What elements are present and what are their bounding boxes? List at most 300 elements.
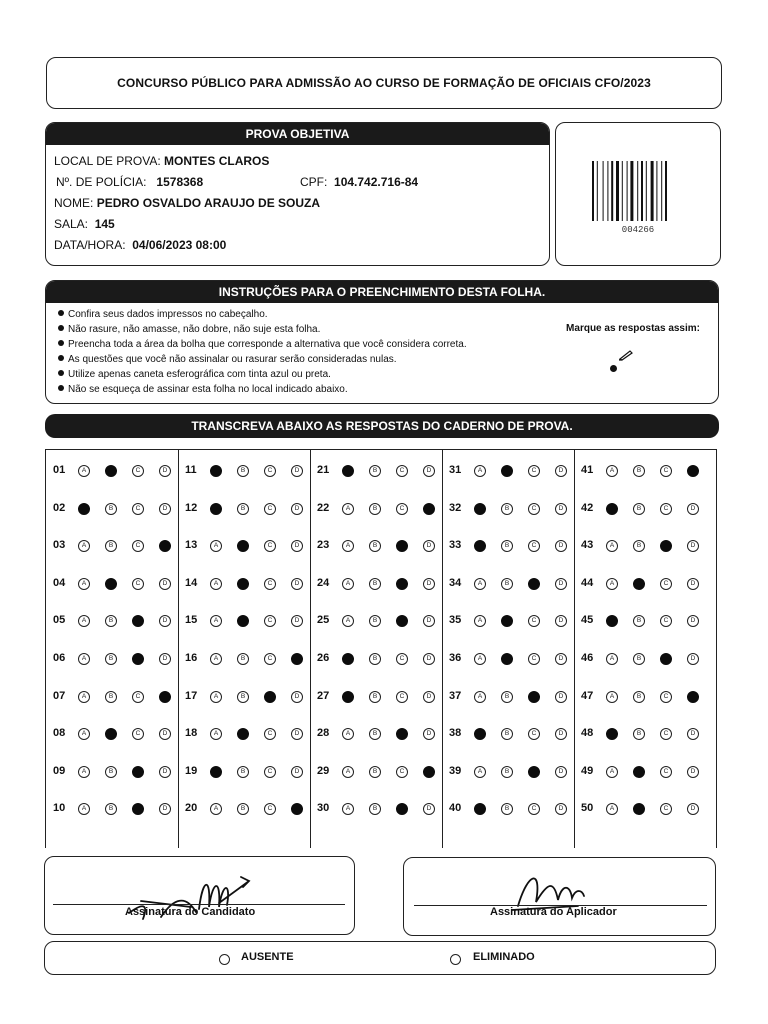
- answer-bubble-17-d[interactable]: D: [291, 691, 303, 703]
- answer-bubble-29-d[interactable]: [423, 766, 435, 778]
- answer-bubble-50-a[interactable]: A: [606, 803, 618, 815]
- answer-bubble-32-c[interactable]: C: [528, 503, 540, 515]
- question-number: 06: [53, 652, 66, 664]
- answer-bubble-13-d[interactable]: D: [291, 540, 303, 552]
- answer-bubble-34-c[interactable]: [528, 578, 540, 590]
- question-number: 28: [317, 727, 330, 740]
- question-number: 42: [581, 501, 594, 514]
- answer-bubble-06-c[interactable]: [132, 653, 144, 665]
- answer-bubble-34-a[interactable]: A: [474, 578, 486, 590]
- question-number: 14: [185, 576, 198, 589]
- bullet-icon: [58, 340, 64, 346]
- answer-bubble-42-b[interactable]: B: [633, 503, 645, 515]
- question-number: 26: [317, 652, 330, 664]
- question-number: 29: [317, 764, 330, 777]
- answer-bubble-28-d[interactable]: D: [423, 728, 435, 740]
- answer-bubble-25-c[interactable]: [396, 615, 408, 627]
- answer-bubble-36-c[interactable]: C: [528, 653, 540, 665]
- answer-bubble-27-b[interactable]: B: [369, 691, 381, 703]
- answer-bubble-24-a[interactable]: A: [342, 578, 354, 590]
- answer-bubble-29-a[interactable]: A: [342, 766, 354, 778]
- answer-bubble-46-d[interactable]: D: [687, 653, 699, 665]
- answer-bubble-47-c[interactable]: C: [660, 691, 672, 703]
- barcode-bar: [603, 161, 604, 221]
- question-number: 32: [449, 501, 462, 514]
- question-number: 39: [449, 764, 462, 777]
- nome-value: PEDRO OSVALDO ARAUJO DE SOUZA: [96, 196, 321, 210]
- answer-bubble-21-d[interactable]: D: [423, 465, 435, 477]
- answer-bubble-03-b[interactable]: B: [105, 540, 117, 552]
- answer-bubble-12-b[interactable]: B: [237, 503, 249, 515]
- answer-bubble-05-d[interactable]: D: [159, 615, 171, 627]
- answer-bubble-48-d[interactable]: D: [687, 728, 699, 740]
- answer-bubble-02-d[interactable]: D: [159, 503, 171, 515]
- answer-bubble-38-a[interactable]: [474, 728, 486, 740]
- answer-bubble-37-a[interactable]: A: [474, 691, 486, 703]
- answer-bubble-30-d[interactable]: D: [423, 803, 435, 815]
- data-value: 04/06/2023 08:00: [132, 238, 227, 252]
- answer-bubble-44-c[interactable]: C: [660, 578, 672, 590]
- instruction-item: As questões que você não assinalar ou rasurar serão consideradas nulas.: [58, 354, 397, 365]
- answer-bubble-45-c[interactable]: C: [660, 615, 672, 627]
- answer-bubble-03-a[interactable]: A: [78, 540, 90, 552]
- answer-bubble-35-b[interactable]: [501, 615, 513, 627]
- barcode-bar: [637, 161, 638, 221]
- answer-bubble-31-a[interactable]: A: [474, 465, 486, 477]
- answer-bubble-07-d[interactable]: [159, 691, 171, 703]
- answer-bubble-24-d[interactable]: D: [423, 578, 435, 590]
- answer-bubble-01-c[interactable]: C: [132, 465, 144, 477]
- answer-bubble-29-b[interactable]: B: [369, 766, 381, 778]
- question-number: 20: [185, 802, 198, 815]
- answer-bubble-04-c[interactable]: C: [132, 578, 144, 590]
- answer-bubble-39-c[interactable]: [528, 766, 540, 778]
- barcode-bar: [611, 161, 613, 221]
- barcode-bar: [630, 161, 633, 221]
- barcode-bar: [607, 161, 608, 221]
- answer-bubble-17-c[interactable]: [264, 691, 276, 703]
- answer-bubble-16-c[interactable]: C: [264, 653, 276, 665]
- answer-bubble-26-b[interactable]: B: [369, 653, 381, 665]
- answer-bubble-36-d[interactable]: D: [555, 653, 567, 665]
- instruction-item: Não se esqueça de assinar esta folha no local indicado abaixo.: [58, 384, 348, 395]
- question-number: 31: [449, 464, 462, 476]
- column-divider: [574, 450, 575, 848]
- sala-value: 145: [94, 217, 115, 231]
- answer-bubble-44-a[interactable]: A: [606, 578, 618, 590]
- answer-bubble-33-d[interactable]: D: [555, 540, 567, 552]
- answer-bubble-37-b[interactable]: B: [501, 691, 513, 703]
- answer-bubble-41-d[interactable]: [687, 465, 699, 477]
- answer-bubble-28-b[interactable]: B: [369, 728, 381, 740]
- eliminated-radio[interactable]: [450, 954, 461, 965]
- eliminated-label: ELIMINADO: [473, 951, 535, 963]
- answer-bubble-45-a[interactable]: [606, 615, 618, 627]
- answer-bubble-05-a[interactable]: A: [78, 615, 90, 627]
- answer-bubble-01-b[interactable]: [105, 465, 117, 477]
- question-number: 05: [53, 614, 66, 627]
- answer-bubble-02-b[interactable]: B: [105, 503, 117, 515]
- policia-value: 1578368: [156, 175, 204, 189]
- answer-bubble-13-c[interactable]: C: [264, 540, 276, 552]
- barcode-bar: [646, 161, 647, 221]
- question-number: 07: [53, 689, 66, 702]
- answer-bubble-49-c[interactable]: C: [660, 766, 672, 778]
- answer-bubble-46-a[interactable]: A: [606, 653, 618, 665]
- answer-bubble-06-b[interactable]: B: [105, 653, 117, 665]
- answer-bubble-35-a[interactable]: A: [474, 615, 486, 627]
- barcode-bar: [622, 161, 623, 221]
- answer-bubble-35-c[interactable]: C: [528, 615, 540, 627]
- answer-bubble-11-c[interactable]: C: [264, 465, 276, 477]
- answer-bubble-38-b[interactable]: B: [501, 728, 513, 740]
- answer-bubble-38-d[interactable]: D: [555, 728, 567, 740]
- question-number: 11: [185, 464, 197, 476]
- exam-title: CONCURSO PÚBLICO PARA ADMISSÃO AO CURSO DE FORMAÇÃO DE OFICIAIS CFO/2023: [117, 76, 651, 90]
- answer-bubble-46-c[interactable]: [660, 653, 672, 665]
- answer-bubble-15-a[interactable]: A: [210, 615, 222, 627]
- candidate-signature-line: [53, 904, 345, 905]
- example-filled-bubble: [610, 365, 617, 372]
- question-number: 44: [581, 576, 594, 589]
- answer-bubble-50-d[interactable]: D: [687, 803, 699, 815]
- barcode-bar: [661, 161, 662, 221]
- question-number: 38: [449, 727, 462, 740]
- answer-bubble-27-d[interactable]: D: [423, 691, 435, 703]
- answer-bubble-19-a[interactable]: [210, 766, 222, 778]
- answer-bubble-09-d[interactable]: D: [159, 766, 171, 778]
- answer-bubble-36-a[interactable]: A: [474, 653, 486, 665]
- data-row: [54, 238, 226, 252]
- answer-bubble-47-a[interactable]: A: [606, 691, 618, 703]
- local-value: MONTES CLAROS: [164, 154, 270, 168]
- question-number: 35: [449, 614, 462, 627]
- answer-bubble-14-c[interactable]: C: [264, 578, 276, 590]
- instruction-item: Não rasure, não amasse, não dobre, não suje esta folha.: [58, 324, 320, 335]
- answer-bubble-11-b[interactable]: B: [237, 465, 249, 477]
- answer-bubble-39-d[interactable]: D: [555, 766, 567, 778]
- answer-bubble-36-b[interactable]: [501, 653, 513, 665]
- answer-bubble-43-b[interactable]: B: [633, 540, 645, 552]
- answer-bubble-10-a[interactable]: A: [78, 803, 90, 815]
- answer-bubble-09-c[interactable]: [132, 766, 144, 778]
- answer-bubble-44-d[interactable]: D: [687, 578, 699, 590]
- answer-bubble-28-c[interactable]: [396, 728, 408, 740]
- answer-bubble-25-b[interactable]: B: [369, 615, 381, 627]
- answer-bubble-08-d[interactable]: D: [159, 728, 171, 740]
- answer-bubble-47-d[interactable]: [687, 691, 699, 703]
- bullet-icon: [58, 370, 64, 376]
- question-number: 43: [581, 539, 594, 552]
- info-bar-title: PROVA OBJETIVA: [46, 123, 549, 145]
- answer-bubble-40-d[interactable]: D: [555, 803, 567, 815]
- bullet-icon: [58, 310, 64, 316]
- absent-radio[interactable]: [219, 954, 230, 965]
- answer-bubble-42-d[interactable]: D: [687, 503, 699, 515]
- answer-bubble-38-c[interactable]: C: [528, 728, 540, 740]
- answer-bubble-22-a[interactable]: A: [342, 503, 354, 515]
- answer-bubble-26-a[interactable]: [342, 653, 354, 665]
- answer-bubble-05-b[interactable]: B: [105, 615, 117, 627]
- barcode-bar: [616, 161, 619, 221]
- question-number: 50: [581, 802, 594, 815]
- answer-bubble-42-a[interactable]: [606, 503, 618, 515]
- answer-bubble-30-b[interactable]: B: [369, 803, 381, 815]
- answer-bubble-12-c[interactable]: C: [264, 503, 276, 515]
- answer-bubble-26-c[interactable]: C: [396, 653, 408, 665]
- answer-bubble-13-b[interactable]: [237, 540, 249, 552]
- answer-bubble-25-a[interactable]: A: [342, 615, 354, 627]
- barcode-bar: [597, 161, 598, 221]
- answer-bubble-16-b[interactable]: B: [237, 653, 249, 665]
- answer-bubble-03-d[interactable]: [159, 540, 171, 552]
- data-label: DATA/HORA:: [54, 238, 126, 252]
- question-number: 01: [53, 464, 66, 476]
- instructions-box: [45, 280, 719, 404]
- answer-bubble-22-d[interactable]: [423, 503, 435, 515]
- answer-bubble-07-a[interactable]: A: [78, 691, 90, 703]
- policia-label: Nº. DE POLÍCIA:: [56, 175, 147, 189]
- answer-bubble-05-c[interactable]: [132, 615, 144, 627]
- answer-bubble-01-d[interactable]: D: [159, 465, 171, 477]
- answer-bubble-20-d[interactable]: [291, 803, 303, 815]
- answer-bubble-21-c[interactable]: C: [396, 465, 408, 477]
- answer-bubble-02-c[interactable]: C: [132, 503, 144, 515]
- question-number: 23: [317, 539, 330, 552]
- answer-bubble-15-b[interactable]: [237, 615, 249, 627]
- answer-bubble-11-a[interactable]: [210, 465, 222, 477]
- answer-bubble-27-c[interactable]: C: [396, 691, 408, 703]
- answer-bubble-21-b[interactable]: B: [369, 465, 381, 477]
- header-box: [46, 57, 722, 109]
- answer-bubble-41-c[interactable]: C: [660, 465, 672, 477]
- question-number: 16: [185, 652, 198, 664]
- answer-bubble-25-d[interactable]: D: [423, 615, 435, 627]
- answer-bubble-30-a[interactable]: A: [342, 803, 354, 815]
- answer-bubble-28-a[interactable]: A: [342, 728, 354, 740]
- answer-bubble-24-b[interactable]: B: [369, 578, 381, 590]
- answer-bubble-14-a[interactable]: A: [210, 578, 222, 590]
- question-number: 21: [317, 464, 330, 476]
- answer-bubble-33-a[interactable]: [474, 540, 486, 552]
- answer-bubble-41-a[interactable]: A: [606, 465, 618, 477]
- answer-bubble-40-c[interactable]: C: [528, 803, 540, 815]
- answer-bubble-22-c[interactable]: C: [396, 503, 408, 515]
- answer-bubble-46-b[interactable]: B: [633, 653, 645, 665]
- answer-bubble-04-a[interactable]: A: [78, 578, 90, 590]
- answer-bubble-21-a[interactable]: [342, 465, 354, 477]
- question-number: 41: [581, 464, 594, 476]
- answer-bubble-15-d[interactable]: D: [291, 615, 303, 627]
- answer-bubble-30-c[interactable]: [396, 803, 408, 815]
- cpf-value: 104.742.716-84: [334, 175, 419, 189]
- question-number: 24: [317, 576, 330, 589]
- answer-bubble-09-a[interactable]: A: [78, 766, 90, 778]
- question-number: 46: [581, 652, 594, 664]
- bullet-icon: [58, 385, 64, 391]
- question-number: 12: [185, 501, 198, 514]
- question-number: 17: [185, 689, 198, 702]
- answer-bubble-18-d[interactable]: D: [291, 728, 303, 740]
- pen-icon: [618, 349, 634, 361]
- answer-bubble-43-d[interactable]: D: [687, 540, 699, 552]
- question-number: 08: [53, 727, 66, 740]
- answer-bubble-43-c[interactable]: [660, 540, 672, 552]
- answer-bubble-10-b[interactable]: B: [105, 803, 117, 815]
- column-divider: [178, 450, 179, 848]
- answer-bubble-34-d[interactable]: D: [555, 578, 567, 590]
- answer-bubble-19-b[interactable]: B: [237, 766, 249, 778]
- answer-bubble-27-a[interactable]: [342, 691, 354, 703]
- barcode-bar: [641, 161, 643, 221]
- answer-bubble-34-b[interactable]: B: [501, 578, 513, 590]
- applicator-signature-box: [403, 857, 716, 936]
- answer-bubble-11-d[interactable]: D: [291, 465, 303, 477]
- answer-bubble-12-d[interactable]: D: [291, 503, 303, 515]
- answer-bubble-20-a[interactable]: A: [210, 803, 222, 815]
- answer-bubble-07-c[interactable]: C: [132, 691, 144, 703]
- answer-bubble-15-c[interactable]: C: [264, 615, 276, 627]
- absent-label: AUSENTE: [241, 951, 294, 963]
- answer-bubble-41-b[interactable]: B: [633, 465, 645, 477]
- answer-bubble-07-b[interactable]: B: [105, 691, 117, 703]
- question-number: 13: [185, 539, 198, 552]
- answers-bar-title: TRANSCREVA ABAIXO AS RESPOSTAS DO CADERNO DE PROVA.: [45, 414, 719, 438]
- answer-bubble-23-d[interactable]: D: [423, 540, 435, 552]
- local-label: LOCAL DE PROVA:: [54, 154, 161, 168]
- answer-bubble-32-b[interactable]: B: [501, 503, 513, 515]
- answer-bubble-23-b[interactable]: B: [369, 540, 381, 552]
- answer-bubble-49-d[interactable]: D: [687, 766, 699, 778]
- answer-bubble-22-b[interactable]: B: [369, 503, 381, 515]
- answer-bubble-12-a[interactable]: [210, 503, 222, 515]
- bullet-icon: [58, 325, 64, 331]
- answer-bubble-45-b[interactable]: B: [633, 615, 645, 627]
- answer-bubble-31-d[interactable]: D: [555, 465, 567, 477]
- question-number: 34: [449, 576, 462, 589]
- answer-bubble-37-d[interactable]: D: [555, 691, 567, 703]
- answer-bubble-17-b[interactable]: B: [237, 691, 249, 703]
- barcode-bar: [627, 161, 628, 221]
- example-label: Marque as respostas assim:: [566, 323, 700, 334]
- answer-bubble-49-b[interactable]: [633, 766, 645, 778]
- question-number: 33: [449, 539, 462, 552]
- answer-bubble-04-d[interactable]: D: [159, 578, 171, 590]
- answer-bubble-48-c[interactable]: C: [660, 728, 672, 740]
- column-divider: [442, 450, 443, 848]
- answer-bubble-06-a[interactable]: A: [78, 653, 90, 665]
- answer-bubble-17-a[interactable]: A: [210, 691, 222, 703]
- answer-bubble-20-b[interactable]: B: [237, 803, 249, 815]
- answer-bubble-48-a[interactable]: [606, 728, 618, 740]
- answer-bubble-14-b[interactable]: [237, 578, 249, 590]
- answer-bubble-44-b[interactable]: [633, 578, 645, 590]
- answer-bubble-19-c[interactable]: C: [264, 766, 276, 778]
- answer-bubble-40-b[interactable]: B: [501, 803, 513, 815]
- answer-bubble-39-a[interactable]: A: [474, 766, 486, 778]
- status-box: [44, 941, 716, 975]
- answer-bubble-49-a[interactable]: A: [606, 766, 618, 778]
- answer-bubble-39-b[interactable]: B: [501, 766, 513, 778]
- question-number: 02: [53, 501, 66, 514]
- answer-bubble-08-c[interactable]: C: [132, 728, 144, 740]
- answer-bubble-08-b[interactable]: [105, 728, 117, 740]
- answer-bubble-06-d[interactable]: D: [159, 653, 171, 665]
- candidate-signature-box: [44, 856, 355, 935]
- answer-bubble-35-d[interactable]: D: [555, 615, 567, 627]
- answer-bubble-18-b[interactable]: [237, 728, 249, 740]
- instruction-item: Confira seus dados impressos no cabeçalho.: [58, 309, 268, 320]
- answer-bubble-19-d[interactable]: D: [291, 766, 303, 778]
- answer-bubble-02-a[interactable]: [78, 503, 90, 515]
- answer-bubble-31-b[interactable]: [501, 465, 513, 477]
- answer-bubble-24-c[interactable]: [396, 578, 408, 590]
- answer-bubble-32-d[interactable]: D: [555, 503, 567, 515]
- answer-bubble-23-c[interactable]: [396, 540, 408, 552]
- answer-bubble-16-d[interactable]: [291, 653, 303, 665]
- answer-bubble-47-b[interactable]: B: [633, 691, 645, 703]
- question-number: 09: [53, 764, 66, 777]
- question-number: 19: [185, 764, 198, 777]
- answer-bubble-32-a[interactable]: [474, 503, 486, 515]
- answer-bubble-43-a[interactable]: A: [606, 540, 618, 552]
- question-number: 45: [581, 614, 594, 627]
- answer-bubble-26-d[interactable]: D: [423, 653, 435, 665]
- answer-bubble-48-b[interactable]: B: [633, 728, 645, 740]
- answer-bubble-50-c[interactable]: C: [660, 803, 672, 815]
- sala-label: SALA:: [54, 217, 89, 231]
- answer-bubble-33-b[interactable]: B: [501, 540, 513, 552]
- applicator-signature-label: Assinatura do Aplicador: [490, 906, 617, 918]
- instructions-bar-title: INSTRUÇÕES PARA O PREENCHIMENTO DESTA FOLHA.: [46, 281, 718, 303]
- answer-bubble-16-a[interactable]: A: [210, 653, 222, 665]
- answer-bubble-18-a[interactable]: A: [210, 728, 222, 740]
- question-number: 03: [53, 539, 66, 552]
- bullet-icon: [58, 355, 64, 361]
- question-number: 37: [449, 689, 462, 702]
- answer-bubble-40-a[interactable]: [474, 803, 486, 815]
- answer-bubble-03-c[interactable]: C: [132, 540, 144, 552]
- answer-bubble-08-a[interactable]: A: [78, 728, 90, 740]
- instruction-item: Preencha toda a área da bolha que corresponde a alternativa que você considera correta.: [58, 339, 467, 350]
- answer-bubble-13-a[interactable]: A: [210, 540, 222, 552]
- answer-bubble-45-d[interactable]: D: [687, 615, 699, 627]
- answer-bubble-01-a[interactable]: A: [78, 465, 90, 477]
- answer-bubble-14-d[interactable]: D: [291, 578, 303, 590]
- answer-bubble-42-c[interactable]: C: [660, 503, 672, 515]
- candidate-info-box: [45, 122, 550, 266]
- answer-bubble-31-c[interactable]: C: [528, 465, 540, 477]
- answer-bubble-09-b[interactable]: B: [105, 766, 117, 778]
- answer-bubble-04-b[interactable]: [105, 578, 117, 590]
- answer-bubble-20-c[interactable]: C: [264, 803, 276, 815]
- nome-row: [54, 196, 320, 210]
- answer-bubble-18-c[interactable]: C: [264, 728, 276, 740]
- answer-bubble-50-b[interactable]: [633, 803, 645, 815]
- column-divider: [310, 450, 311, 848]
- answer-bubble-33-c[interactable]: C: [528, 540, 540, 552]
- answer-bubble-29-c[interactable]: C: [396, 766, 408, 778]
- question-number: 48: [581, 727, 594, 740]
- barcode-bar: [665, 161, 667, 221]
- question-number: 22: [317, 501, 330, 514]
- answer-bubble-10-c[interactable]: [132, 803, 144, 815]
- barcode-icon: [592, 161, 687, 221]
- answer-bubble-23-a[interactable]: A: [342, 540, 354, 552]
- answer-bubble-10-d[interactable]: D: [159, 803, 171, 815]
- answer-bubble-37-c[interactable]: [528, 691, 540, 703]
- barcode-box: [555, 122, 721, 266]
